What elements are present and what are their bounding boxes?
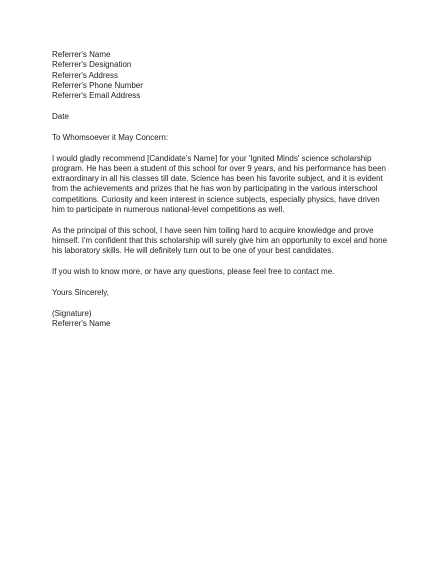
paragraph-line: extraordinary in all his classes till date. Science has been his favorite subject, and it is evident [52,174,383,184]
paragraph-line: from the achievements and prizes that he has won by participating in the various interschool [52,184,378,194]
paragraph-line: himself. I'm confident that this scholarship will surely give him an opportunity to excel and hone [52,236,388,246]
salutation: To Whomsoever it May Concern: [52,132,169,142]
salutation-block [52,133,392,143]
body-paragraph-3 [52,267,392,277]
paragraph-line: As the principal of this school, I have seen him toiling hard to acquire knowledge and prove [52,225,374,235]
paragraph-line: If you wish to know more, or have any questions, please feel free to contact me. [52,267,335,277]
referrer-name: Referrer's Name [52,50,111,59]
paragraph-line: him to participate in numerous national-level competitions as well. [52,205,285,215]
paragraph-line: I would gladly recommend [Candidate's Name] for your 'Ignited Minds' science scholarship [52,153,372,163]
signature-block [52,309,392,330]
signature-placeholder: (Signature) [52,308,92,318]
closing: Yours Sincerely, [52,288,109,298]
date-block [52,112,392,122]
letter-date: Date [52,111,69,121]
closing-block [52,288,392,298]
paragraph-line: program. He has been a student of this school for over 9 years, and his performance has been [52,163,386,173]
paragraph-line: his laboratory skills. He will definitely turn out to be one of your best candidates. [52,246,334,256]
body-paragraph-2 [52,226,392,257]
referrer-header [52,50,392,101]
body-paragraph-1 [52,154,392,216]
referrer-designation: Referrer's Designation [52,60,132,70]
referrer-phone: Referrer's Phone Number [52,80,143,90]
referrer-address: Referrer's Address [52,70,118,80]
recommendation-letter [52,50,392,329]
signer-name: Referrer's Name [52,319,111,329]
paragraph-line: competitions. Curiosity and keen interest in science subjects, especially physics, have driven [52,194,380,204]
referrer-email: Referrer's Email Address [52,91,141,101]
